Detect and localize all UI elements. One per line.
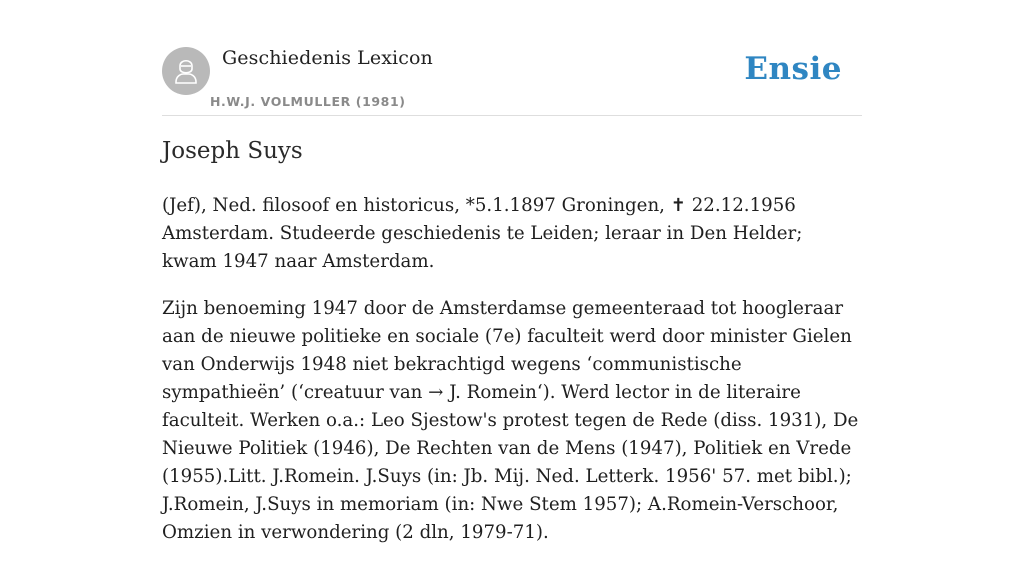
ensie-logo[interactable]: Ensie [744,51,842,87]
author-avatar[interactable] [162,47,210,95]
paragraph-text: ‘). Werd lector in de literaire faculteit. Werken o.a.: Leo Sjestow's protest tegen de Rede (diss. 1931), De Nieuwe Politiek (1946), De Rechten van de Mens (1947), Politiek en Vrede (1955).Litt. J.Romein. J.Suys (in: Jb. Mij. Ned. Letterk. 1956' 57. met bibl.); J.Romein, J.Suys in memoriam (in: Nwe Stem 1957); A.Romein-Verschoor, Omzien in verwondering (2 dln, 1979-71). [162,382,859,543]
author-name[interactable]: H.W.J. VOLMULLER (1981) [210,94,406,109]
article-header [162,45,862,116]
page-title: Joseph Suys [162,138,303,164]
article-paragraph: (Jef), Ned. filosoof en historicus, *5.1.1897 Groningen, ✝ 22.12.1956 Amsterdam. Studeerde geschiedenis te Leiden; leraar in Den Helder; kwam 1947 naar Amsterdam. [162,195,803,272]
article-body [162,192,862,566]
romein-link[interactable]: → J. Romein [428,382,537,403]
article-paragraph [162,295,862,547]
user-icon [162,47,210,95]
lexicon-title[interactable]: Geschiedenis Lexicon [222,47,433,69]
paragraph-text: Zijn benoeming 1947 door de Amsterdamse gemeenteraad tot hoogleraar aan de nieuwe politieke en sociale (7e) faculteit werd door minister Gielen van Onderwijs 1948 niet bekrachtigd wegens ‘communistische sympathieën’ (‘creatuur van [162,298,852,403]
